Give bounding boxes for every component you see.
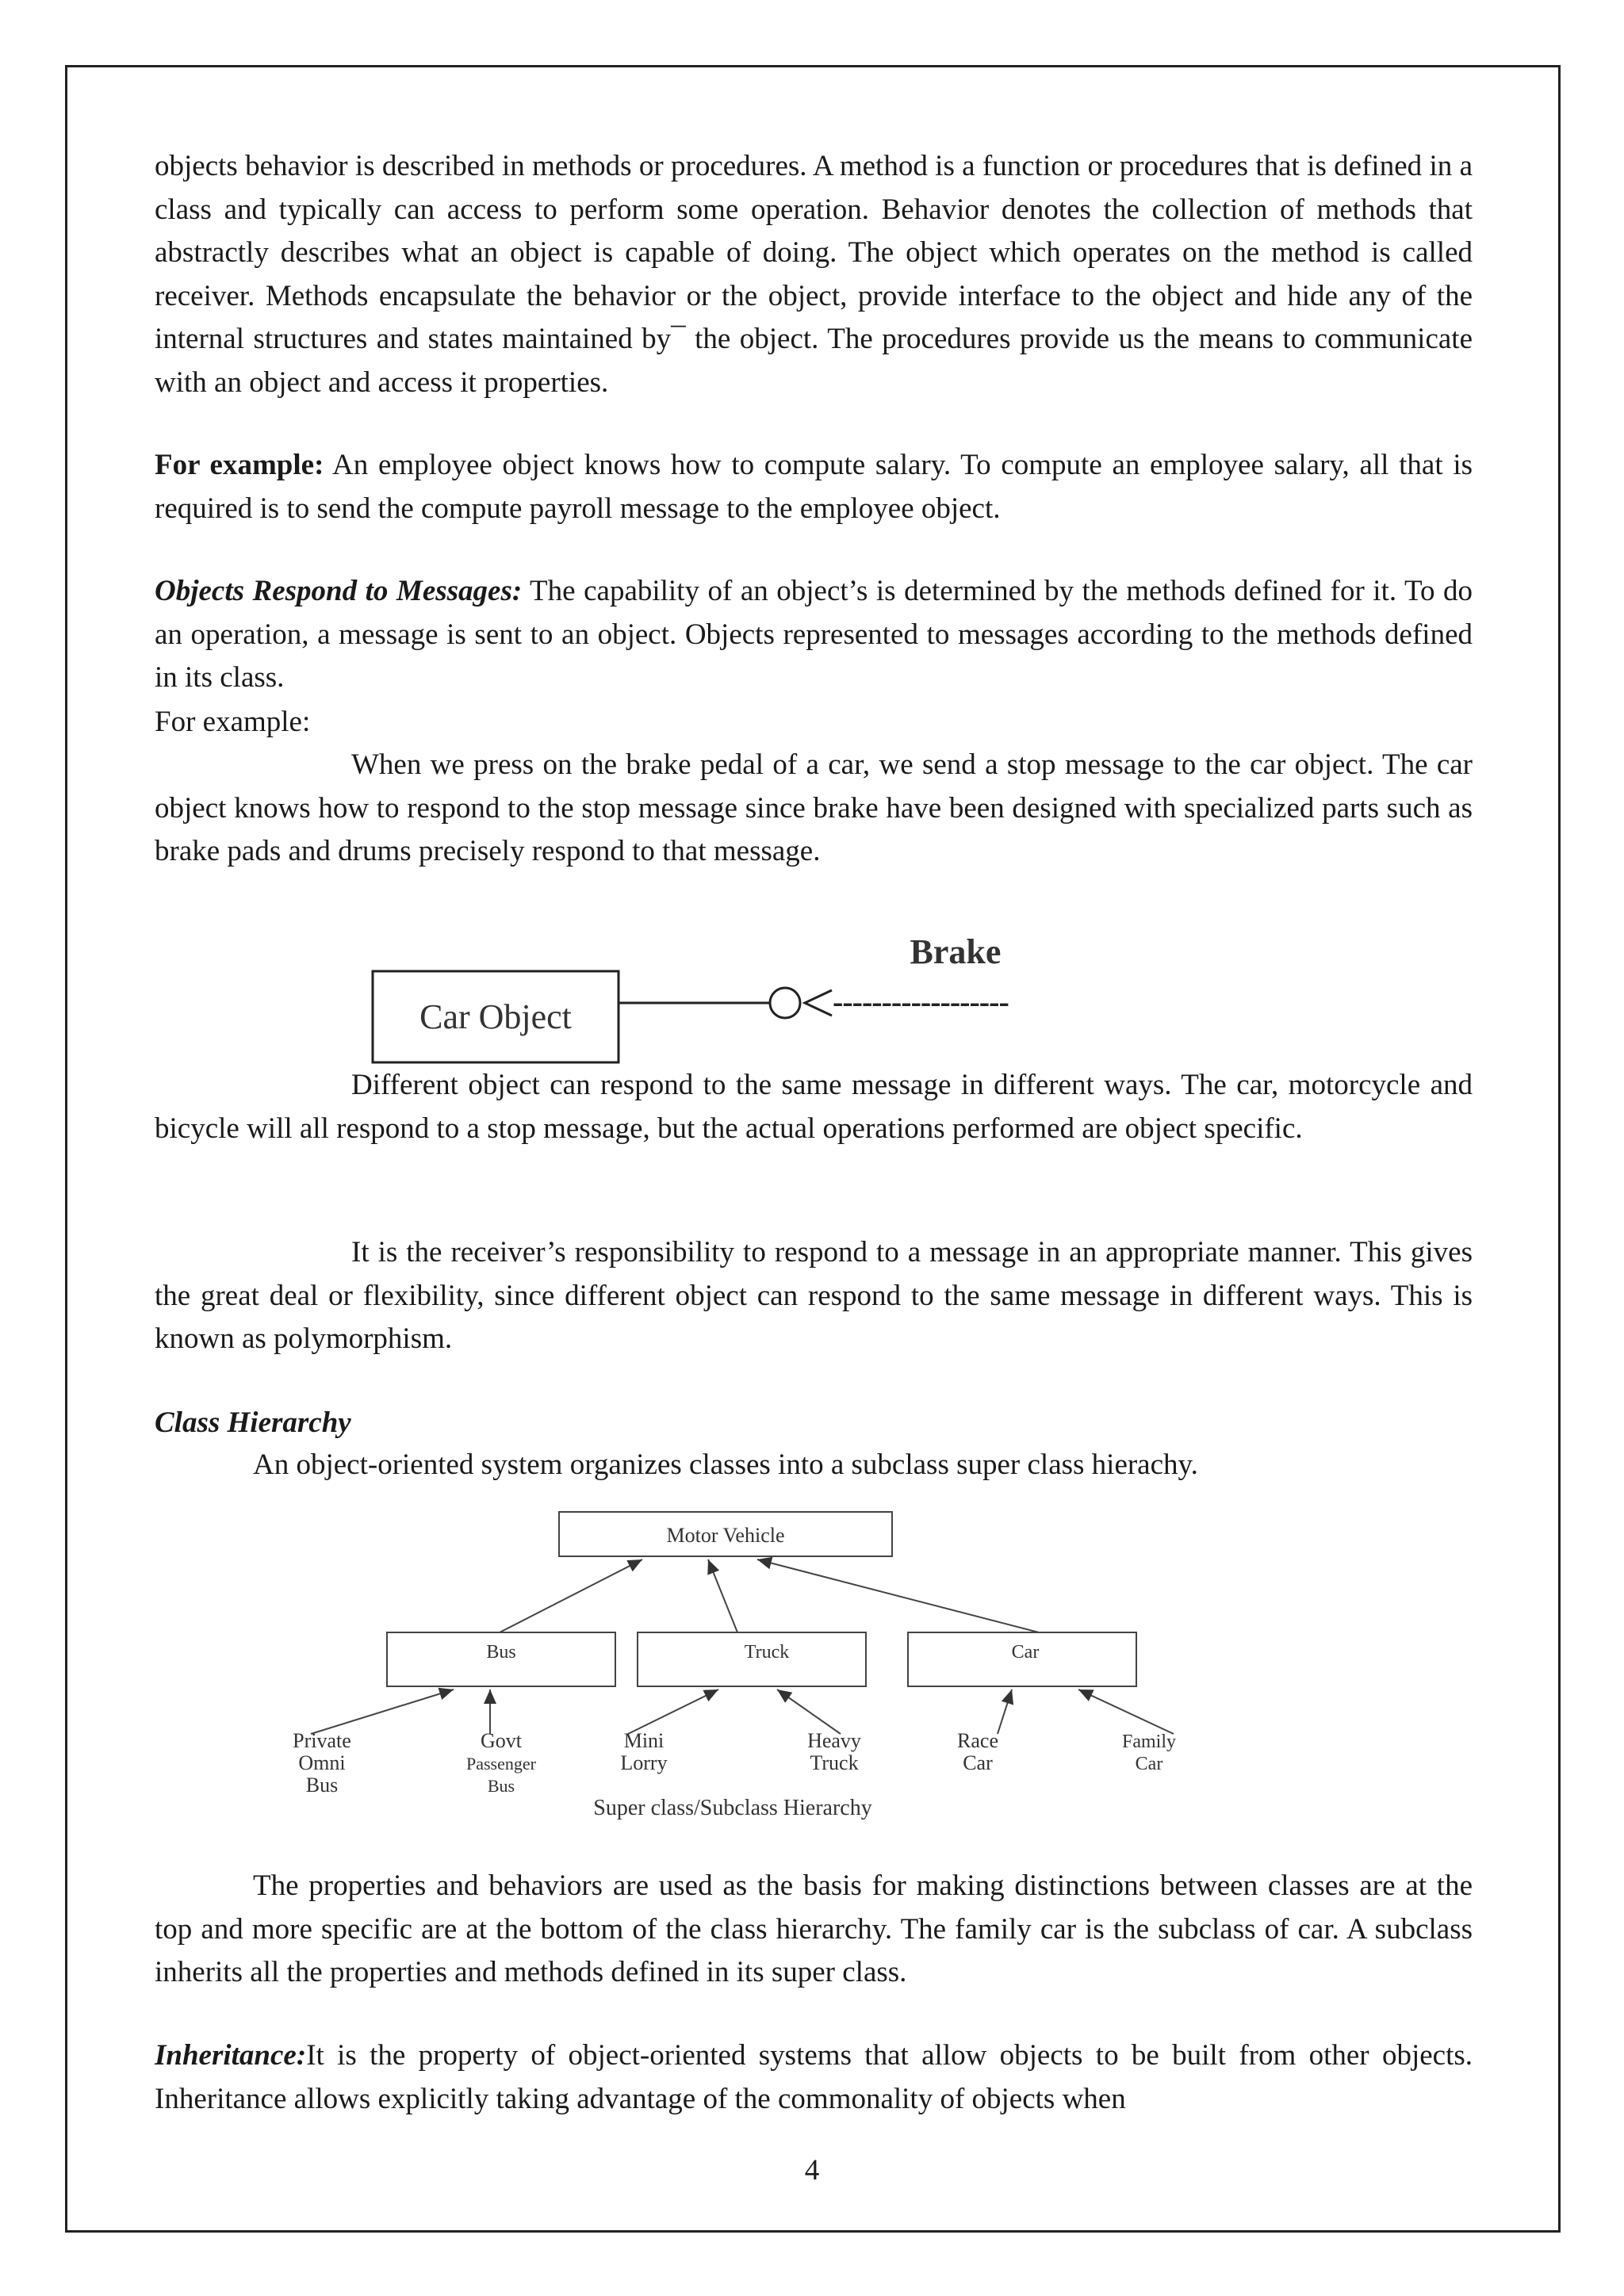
govt-label-3: Bus [487,1776,515,1796]
paragraph-employee-example [155,444,1473,530]
class-hierarchy-intro: An object-oriented system organizes classes into a subclass super class hierachy. [253,1448,1198,1481]
race-label-1: Race [957,1729,998,1752]
race-to-car-arrow [998,1689,1012,1734]
private-to-bus-arrow [311,1689,454,1734]
dashed-message-line: ------------------ [833,984,1009,1020]
car-object-label: Car Object [419,997,572,1036]
receiver-circle [770,988,800,1018]
mini-to-truck-arrow [628,1689,718,1734]
heavy-label-2: Truck [810,1751,859,1774]
example-lead: For example: [155,449,324,481]
truck-to-root-arrow [708,1559,737,1632]
class-hierarchy-diagram [270,1502,1205,1835]
paragraph-receiver: It is the receiver’s responsibility to respond to a message in an appropriate manner. This gives the great deal or flexibility, since different object can respond to the same message in different ways. This is known as polymorphism. [155,1236,1473,1355]
private-label-2: Omni [298,1751,346,1774]
example-text: An employee object knows how to compute salary. To compute an employee salary, all that is required is to send the compute payroll message to the employee object. [155,449,1473,525]
private-label-3: Bus [305,1774,339,1797]
hierarchy-caption: Super class/Subclass Hierarchy [593,1796,872,1820]
car-to-root-arrow [757,1559,1039,1632]
class-hierarchy-heading: Class Hierarchy [155,1406,351,1439]
bus-to-root-arrow [500,1559,642,1632]
inheritance-heading: Inheritance: [155,2039,307,2072]
family-label-1: Family [1121,1732,1177,1752]
bus-label: Bus [486,1642,516,1663]
motor-vehicle-label: Motor Vehicle [666,1524,785,1547]
paragraph-inheritance [155,2034,1473,2121]
car-label: Car [1011,1642,1040,1663]
paragraph-different-object: Different object can respond to the same message in different ways. The car, motorcycle and bicycle will all respond to a stop message, but the actual operations performed are object specific. [155,1069,1473,1145]
paragraph-objects-respond [155,570,1473,700]
mini-label-2: Lorry [620,1751,668,1774]
objects-respond-text: The capability of an object’s is determined by the methods defined for it. To do an operation, a message is sent to an object. Objects represented to messages according to the methods defined in its class. [155,575,1473,694]
paragraph-methods: objects behavior is described in methods or procedures. A method is a function or procedures that is defined in a class and typically can access to perform some operation. Behavior denotes the collection of methods that abstractly describes what an object is capable of doing. The object which operates on the method is called receiver. Methods encapsulate the behavior or the object, provide interface to the object and hide any of the internal structures and states maintained by¯ the object. The procedures provide us the means to communicate with an object and access it properties. [155,150,1473,399]
inheritance-text: It is the property of object-oriented systems that allow objects to be built from other objects. Inheritance allows explicitly taking advantage of the commonality of objects when [155,2039,1473,2115]
family-to-car-arrow [1078,1689,1174,1734]
private-label-1: Private [293,1729,351,1752]
paragraph-brake: When we press on the brake pedal of a car, we send a stop message to the car object. The car object knows how to respond to the stop message since brake have been designed with specialized parts such as brake pads and drums precisely respond to that message. [155,748,1473,867]
heavy-to-truck-arrow [777,1689,841,1734]
heavy-label-1: Heavy [807,1729,861,1752]
brake-diagram [365,924,1110,1070]
page-number: 4 [804,2154,820,2187]
govt-label-1: Govt [481,1729,522,1752]
brake-label: Brake [910,932,1002,971]
objects-respond-heading: Objects Respond to Messages: [155,575,523,607]
govt-label-2: Passenger [466,1754,536,1774]
for-example-line: For example: [155,706,311,738]
family-label-2: Car [1135,1754,1163,1774]
mini-label-1: Mini [623,1729,665,1752]
paragraph-properties: The properties and behaviors are used as the basis for making distinctions between classes are at the top and more specific are at the bottom of the class hierarchy. The family car is the subclass of car. A subclass inherits all the properties and methods defined in its super class. [155,1869,1473,1988]
race-label-2: Car [963,1751,993,1774]
truck-label: Truck [744,1642,790,1663]
arrow-head [805,990,832,1016]
